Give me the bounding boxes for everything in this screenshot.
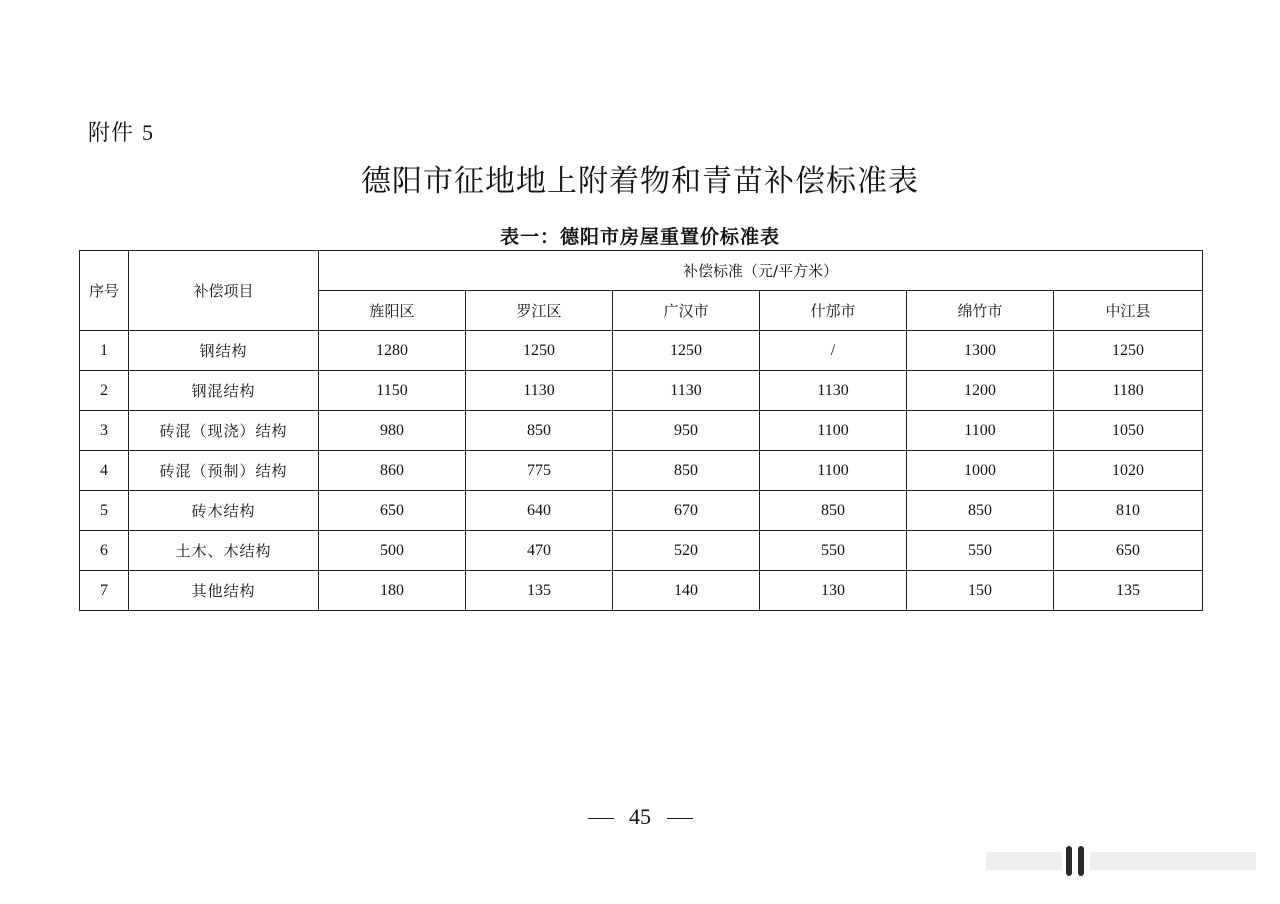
- row-index: 4: [80, 451, 129, 491]
- row-value: 650: [319, 491, 466, 531]
- row-value: 1130: [613, 371, 760, 411]
- row-value: 135: [466, 571, 613, 611]
- header-compensation-standard: 补偿标准（元/平方米）: [319, 251, 1203, 291]
- header-item: 补偿项目: [129, 251, 319, 331]
- row-value: 1180: [1054, 371, 1203, 411]
- table-row: [80, 331, 1203, 371]
- page-number: 45: [629, 804, 651, 829]
- row-value: 650: [1054, 531, 1203, 571]
- row-value: 1280: [319, 331, 466, 371]
- table-row: [80, 451, 1203, 491]
- footer-dash-right: [667, 818, 693, 819]
- watermark-graphic: [986, 846, 1256, 876]
- row-index: 1: [80, 331, 129, 371]
- row-value: 640: [466, 491, 613, 531]
- row-value: 140: [613, 571, 760, 611]
- row-value: 810: [1054, 491, 1203, 531]
- table-header-row-group: [80, 251, 1203, 291]
- header-index: 序号: [80, 251, 129, 331]
- row-index: 5: [80, 491, 129, 531]
- row-value: 150: [907, 571, 1054, 611]
- row-item: 土木、木结构: [129, 531, 319, 571]
- row-value: 500: [319, 531, 466, 571]
- row-value: 180: [319, 571, 466, 611]
- row-value: 1100: [907, 411, 1054, 451]
- header-region: 罗江区: [466, 291, 613, 331]
- row-value: 775: [466, 451, 613, 491]
- row-value: 550: [760, 531, 907, 571]
- annex-label-text: 附件: [88, 121, 135, 146]
- row-value: 1020: [1054, 451, 1203, 491]
- row-value: 850: [613, 451, 760, 491]
- row-index: 2: [80, 371, 129, 411]
- row-item: 砖混（现浇）结构: [129, 411, 319, 451]
- row-value: 1300: [907, 331, 1054, 371]
- header-region: 旌阳区: [319, 291, 466, 331]
- row-item: 砖混（预制）结构: [129, 451, 319, 491]
- page-number-footer: [0, 804, 1280, 830]
- row-value: 1000: [907, 451, 1054, 491]
- row-value: 1100: [760, 451, 907, 491]
- row-value: 470: [466, 531, 613, 571]
- table-row: [80, 531, 1203, 571]
- row-value: 1150: [319, 371, 466, 411]
- row-value: 850: [760, 491, 907, 531]
- row-item: 砖木结构: [129, 491, 319, 531]
- table-row: [80, 571, 1203, 611]
- row-index: 6: [80, 531, 129, 571]
- row-value: 850: [466, 411, 613, 451]
- row-value: 1250: [1054, 331, 1203, 371]
- table-row: [80, 491, 1203, 531]
- row-value: 550: [907, 531, 1054, 571]
- row-value: 1250: [466, 331, 613, 371]
- table-row: [80, 371, 1203, 411]
- compensation-table: [79, 250, 1203, 611]
- table-subtitle: 表一：德阳市房屋重置价标准表: [499, 226, 780, 248]
- row-value: 1100: [760, 411, 907, 451]
- header-region: 广汉市: [613, 291, 760, 331]
- row-value: 520: [613, 531, 760, 571]
- row-value: 860: [319, 451, 466, 491]
- header-region: 什邡市: [760, 291, 907, 331]
- row-value: 1050: [1054, 411, 1203, 451]
- row-item: 钢混结构: [129, 371, 319, 411]
- row-index: 7: [80, 571, 129, 611]
- row-index: 3: [80, 411, 129, 451]
- row-value: 980: [319, 411, 466, 451]
- annex-label: [88, 116, 154, 147]
- row-value: 130: [760, 571, 907, 611]
- row-value: 1200: [907, 371, 1054, 411]
- row-value: 850: [907, 491, 1054, 531]
- header-region: 中江县: [1054, 291, 1203, 331]
- row-value: 135: [1054, 571, 1203, 611]
- row-value: 1250: [613, 331, 760, 371]
- document-title: 德阳市征地地上附着物和青苗补偿标准表: [361, 164, 919, 199]
- row-value: 670: [613, 491, 760, 531]
- row-item: 钢结构: [129, 331, 319, 371]
- row-value: 1130: [466, 371, 613, 411]
- table-row: [80, 411, 1203, 451]
- header-region: 绵竹市: [907, 291, 1054, 331]
- row-item: 其他结构: [129, 571, 319, 611]
- row-value: /: [760, 331, 907, 371]
- footer-dash-left: [588, 818, 614, 819]
- annex-number: 5: [142, 120, 155, 145]
- row-value: 950: [613, 411, 760, 451]
- row-value: 1130: [760, 371, 907, 411]
